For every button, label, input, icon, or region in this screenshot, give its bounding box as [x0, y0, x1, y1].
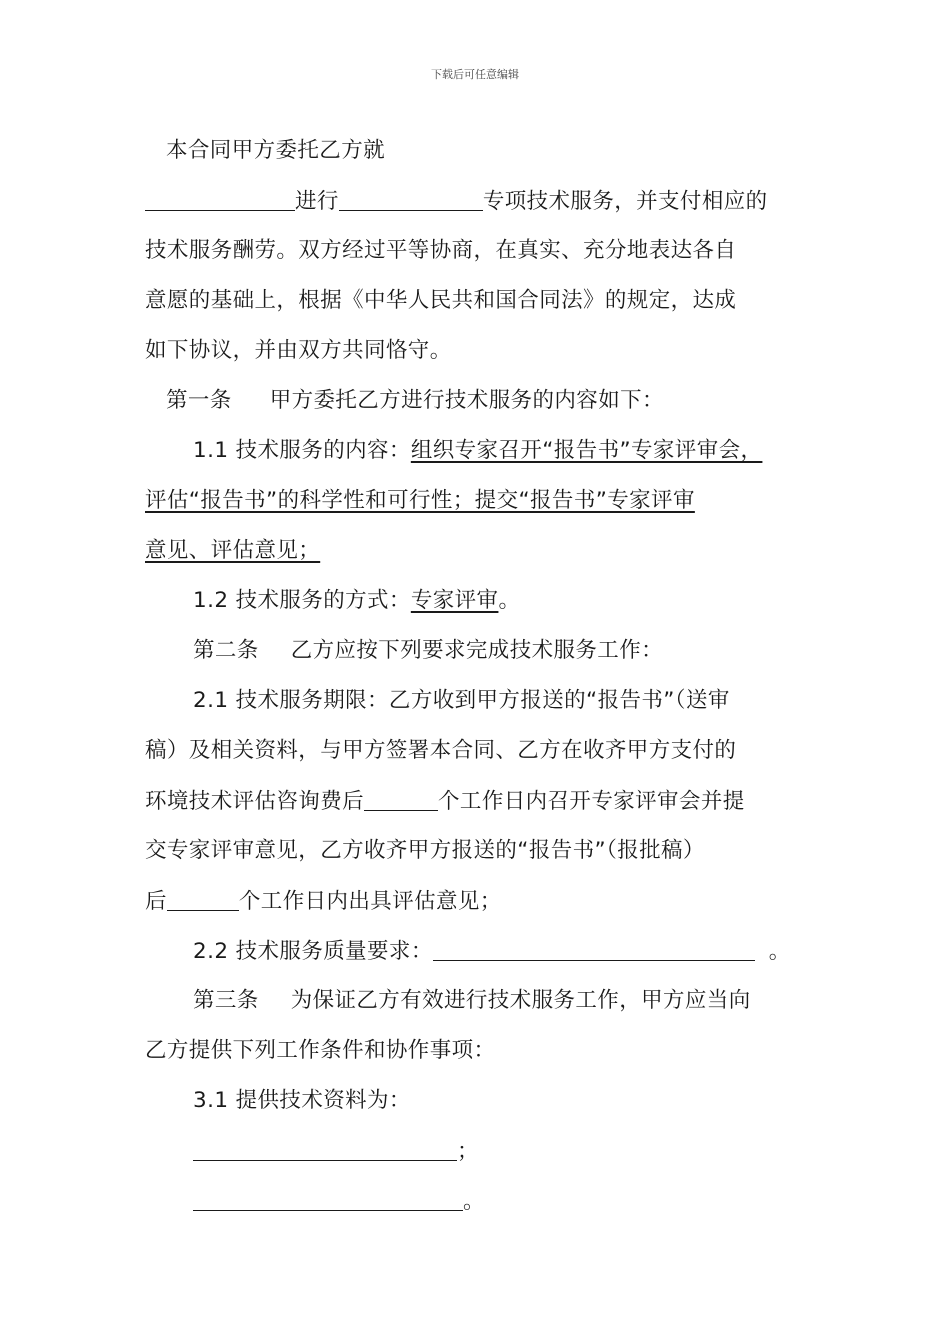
article-3-cont: 乙方提供下列工作条件和协作事项：	[145, 1038, 496, 1063]
blank-field[interactable]	[167, 886, 239, 911]
article-title: 第二条	[193, 638, 259, 663]
clause-label: 2.2 技术服务质量要求：	[193, 939, 433, 964]
blank-field[interactable]	[339, 186, 483, 211]
clause-text: 个工作日内召开专家评审会并提	[438, 789, 745, 814]
article-title: 第三条	[193, 988, 259, 1013]
clause-value: 组织专家召开“报告书”专家评审会，	[410, 438, 763, 463]
clause-end: 。	[768, 939, 791, 964]
clause-end: 。	[498, 588, 521, 613]
blank-field[interactable]	[433, 936, 755, 961]
clause-text: 个工作日内出具评估意见；	[238, 889, 502, 914]
blank-field[interactable]	[145, 186, 295, 211]
article-3	[193, 986, 751, 1016]
intro-line-4: 意愿的基础上，根据《中华人民共和国合同法》的规定，达成	[145, 288, 737, 313]
intro-line-5: 如下协议，并由双方共同恪守。	[145, 338, 452, 363]
article-1	[166, 386, 664, 416]
article-body: 乙方应按下列要求完成技术服务工作：	[290, 638, 664, 663]
fill-end: ；	[457, 1139, 479, 1164]
clause-2-1: 2.1 技术服务期限：乙方收到甲方报送的“报告书”（送审	[193, 688, 730, 713]
article-body: 甲方委托乙方进行技术服务的内容如下：	[269, 388, 664, 413]
intro-line-3: 技术服务酬劳。双方经过平等协商，在真实、充分地表达各自	[145, 238, 737, 263]
clause-label: 1.1 技术服务的内容：	[193, 438, 411, 463]
clause-2-1-cont: 稿）及相关资料，与甲方签署本合同、乙方在收齐甲方支付的	[145, 738, 737, 763]
clause-value: 专家评审	[410, 588, 499, 613]
article-title: 第一条	[166, 388, 232, 413]
clause-1-1-cont: 评估“报告书”的科学性和可行性；提交“报告书”专家评审	[145, 488, 695, 513]
intro-line-1: 本合同甲方委托乙方就	[166, 138, 386, 163]
article-2	[193, 636, 663, 666]
clause-2-1-cont: 交专家评审意见，乙方收齐甲方报送的“报告书”（报批稿）	[145, 838, 705, 863]
clause-1-2	[193, 586, 520, 616]
intro-text: 专项技术服务，并支付相应的	[482, 189, 768, 214]
clause-2-1-cont	[145, 786, 745, 817]
clause-3-1: 3.1 提供技术资料为：	[193, 1088, 411, 1113]
blank-field[interactable]	[193, 1186, 463, 1211]
clause-1-1-cont: 意见、评估意见；	[145, 538, 321, 563]
blank-field[interactable]	[364, 786, 438, 811]
fill-end: 。	[463, 1189, 485, 1214]
intro-line-2	[145, 186, 768, 217]
clause-text: 后	[145, 889, 167, 914]
fill-line-2	[193, 1186, 485, 1217]
clause-1-1	[193, 436, 762, 466]
article-body: 为保证乙方有效进行技术服务工作，甲方应当向	[290, 988, 751, 1013]
clause-text: 环境技术评估咨询费后	[145, 789, 365, 814]
clause-label: 1.2 技术服务的方式：	[193, 588, 411, 613]
fill-line-1	[193, 1136, 479, 1167]
clause-2-2	[193, 936, 791, 967]
blank-field[interactable]	[193, 1136, 457, 1161]
clause-2-1-cont	[145, 886, 502, 917]
page-header: 下载后可任意编辑	[431, 68, 519, 81]
intro-text: 进行	[295, 189, 339, 214]
